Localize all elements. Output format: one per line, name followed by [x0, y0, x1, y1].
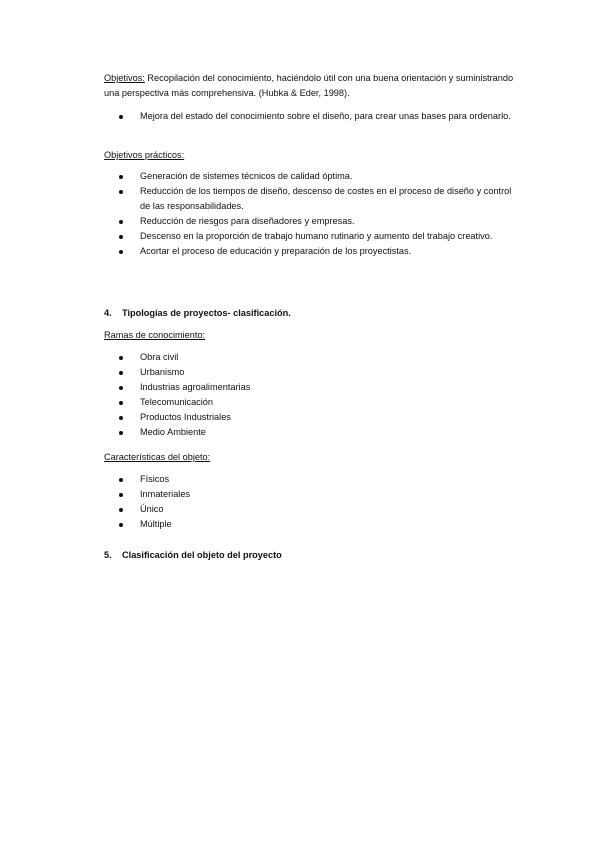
list-item: Físicos: [104, 472, 524, 487]
characteristics-label: Características del objeto:: [104, 452, 211, 462]
practical-objectives-list: [104, 169, 524, 259]
objectives-text: Recopilación del conocimiento, haciéndolo útil con una buena orientación y suministrando una perspectiva más comprehensiva. (Hubka & Eder, 1998).: [104, 73, 514, 98]
bullet-icon: [119, 356, 123, 360]
list-item: Acortar el proceso de educación y preparación de los proyectistas.: [104, 244, 524, 259]
list-item: Reducción de riesgos para diseñadores y empresas.: [104, 214, 524, 229]
bullet-icon: [119, 190, 123, 194]
section-5-number: 5.: [104, 550, 112, 560]
branches-list: [104, 350, 524, 440]
section-4-heading: [104, 306, 291, 321]
list-item: Medio Ambiente: [104, 425, 524, 440]
bullet-icon: [119, 401, 123, 405]
section-5-title: Clasificación del objeto del proyecto: [122, 550, 282, 560]
objectives-paragraph: [104, 71, 524, 101]
bullet-icon: [119, 431, 123, 435]
bullet-icon: [119, 250, 123, 254]
practical-objectives-label: Objetivos prácticos:: [104, 150, 185, 160]
list-item: Urbanismo: [104, 365, 524, 380]
list-item: Productos Industriales: [104, 410, 524, 425]
bullet-icon: [119, 416, 123, 420]
list-item: Obra civil: [104, 350, 524, 365]
list-item: Generación de sistemes técnicos de calidad óptima.: [104, 169, 524, 184]
bullet-icon: [119, 493, 123, 497]
intro-bullet-list: [104, 109, 524, 124]
bullet-icon: [119, 371, 123, 375]
list-item: Telecomunicación: [104, 395, 524, 410]
bullet-icon: [119, 386, 123, 390]
bullet-icon: [119, 508, 123, 512]
bullet-icon: [119, 478, 123, 482]
objectives-label: Objetivos:: [104, 73, 145, 83]
section-4-number: 4.: [104, 308, 112, 318]
list-item: Inmateriales: [104, 487, 524, 502]
list-item: Descenso en la proporción de trabajo humano rutinario y aumento del trabajo creativo.: [104, 229, 524, 244]
list-item: Mejora del estado del conocimiento sobre el diseño, para crear unas bases para ordenarlo.: [104, 109, 524, 124]
list-item: Reducción de los tiempos de diseño, descenso de costes en el proceso de diseño y control de las responsabilidades.: [104, 184, 524, 214]
list-item: Industrias agroalimentarias: [104, 380, 524, 395]
bullet-icon: [119, 523, 123, 527]
section-5-heading: [104, 548, 282, 563]
list-item: Múltiple: [104, 517, 524, 532]
list-item: Único: [104, 502, 524, 517]
branches-label: Ramas de conocimiento:: [104, 330, 206, 340]
bullet-icon: [119, 175, 123, 179]
characteristics-list: [104, 472, 524, 532]
bullet-icon: [119, 220, 123, 224]
section-4-title: Tipologías de proyectos- clasificación.: [122, 308, 291, 318]
bullet-icon: [119, 115, 123, 119]
bullet-icon: [119, 235, 123, 239]
